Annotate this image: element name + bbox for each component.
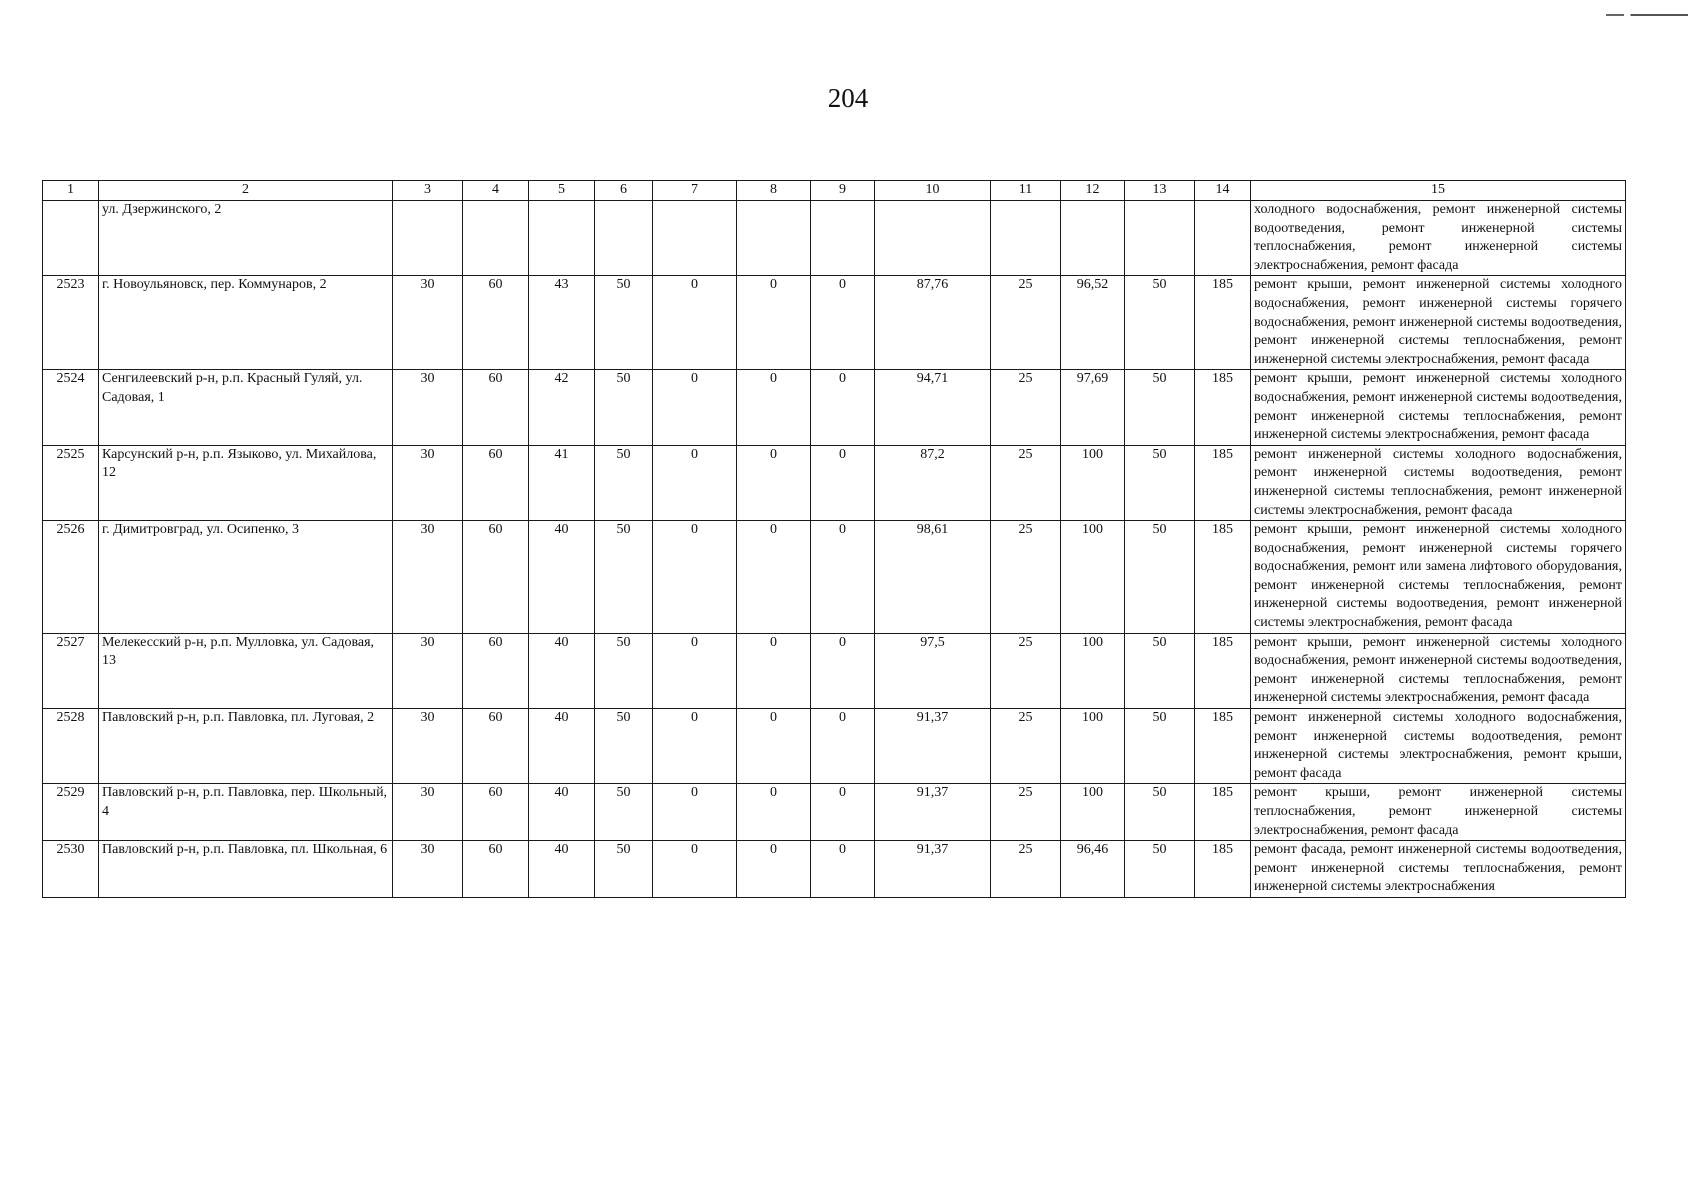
continuation-row bbox=[43, 201, 1626, 276]
header-cell: 15 bbox=[1251, 181, 1626, 201]
value-cell-c9: 0 bbox=[811, 633, 875, 708]
value-cell-c9: 0 bbox=[811, 521, 875, 634]
table-row bbox=[43, 784, 1626, 841]
address-cell: Павловский р-н, р.п. Павловка, пер. Школьный, 4 bbox=[99, 784, 393, 841]
value-cell-c6: 50 bbox=[595, 445, 653, 520]
value-cell-c4: 60 bbox=[463, 709, 529, 784]
value-cell-c10: 87,2 bbox=[875, 445, 991, 520]
table-row bbox=[43, 521, 1626, 634]
header-cell: 6 bbox=[595, 181, 653, 201]
value-cell-c7: 0 bbox=[653, 370, 737, 445]
row-number: 2527 bbox=[43, 633, 99, 708]
row-number: 2529 bbox=[43, 784, 99, 841]
header-cell: 4 bbox=[463, 181, 529, 201]
header-cell: 9 bbox=[811, 181, 875, 201]
table-row bbox=[43, 445, 1626, 520]
value-cell-c13: 50 bbox=[1125, 445, 1195, 520]
header-cell: 1 bbox=[43, 181, 99, 201]
address-cell: г. Новоульяновск, пер. Коммунаров, 2 bbox=[99, 276, 393, 370]
value-cell-c14: 185 bbox=[1195, 445, 1251, 520]
value-cell-c14: 185 bbox=[1195, 784, 1251, 841]
value-cell-c10: 98,61 bbox=[875, 521, 991, 634]
value-cell-c3: 30 bbox=[393, 841, 463, 898]
value-cell-c9: 0 bbox=[811, 841, 875, 898]
works-cell: ремонт крыши, ремонт инженерной системы теплоснабжения, ремонт инженерной системы электроснабжения, ремонт фасада bbox=[1251, 784, 1626, 841]
value-cell-c14: 185 bbox=[1195, 521, 1251, 634]
value-cell-c3: 30 bbox=[393, 633, 463, 708]
value-cell-c13: 50 bbox=[1125, 709, 1195, 784]
value-cell-c3: 30 bbox=[393, 521, 463, 634]
address-cell: Мелекесский р-н, р.п. Мулловка, ул. Садовая, 13 bbox=[99, 633, 393, 708]
value-cell-c3: 30 bbox=[393, 709, 463, 784]
header-cell: 5 bbox=[529, 181, 595, 201]
value-cell-c6: 50 bbox=[595, 709, 653, 784]
address-cell: Карсунский р-н, р.п. Языково, ул. Михайлова, 12 bbox=[99, 445, 393, 520]
value-cell-c4: 60 bbox=[463, 784, 529, 841]
works-cell: ремонт инженерной системы холодного водоснабжения, ремонт инженерной системы водоотведения, ремонт инженерной системы электроснабжения, ремонт крыши, ремонт фасада bbox=[1251, 709, 1626, 784]
page-number: 204 bbox=[827, 83, 869, 113]
table-row bbox=[43, 709, 1626, 784]
header-row bbox=[43, 181, 1626, 201]
value-cell-c9: 0 bbox=[811, 445, 875, 520]
address-cell: Павловский р-н, р.п. Павловка, пл. Луговая, 2 bbox=[99, 709, 393, 784]
table-row bbox=[43, 841, 1626, 898]
works-cell: холодного водоснабжения, ремонт инженерной системы водоотведения, ремонт инженерной системы теплоснабжения, ремонт инженерной системы электроснабжения, ремонт фасада bbox=[1251, 201, 1626, 276]
value-cell-c11: 25 bbox=[991, 633, 1061, 708]
value-cell-c13: 50 bbox=[1125, 370, 1195, 445]
value-cell-c4: 60 bbox=[463, 276, 529, 370]
value-cell-c14: 185 bbox=[1195, 370, 1251, 445]
header-cell: 14 bbox=[1195, 181, 1251, 201]
value-cell-c6: 50 bbox=[595, 633, 653, 708]
value-cell-c11: 25 bbox=[991, 841, 1061, 898]
value-cell-c13: 50 bbox=[1125, 633, 1195, 708]
value-cell-c4: 60 bbox=[463, 445, 529, 520]
value-cell-c3: 30 bbox=[393, 445, 463, 520]
value-cell-c14: 185 bbox=[1195, 709, 1251, 784]
table-row bbox=[43, 633, 1626, 708]
value-cell-c12: 100 bbox=[1061, 633, 1125, 708]
value-cell-c9: 0 bbox=[811, 784, 875, 841]
table-row bbox=[43, 276, 1626, 370]
value-cell-c12: 100 bbox=[1061, 521, 1125, 634]
value-cell-c8: 0 bbox=[737, 841, 811, 898]
header-cell: 8 bbox=[737, 181, 811, 201]
address-cell: Сенгилеевский р-н, р.п. Красный Гуляй, ул. Садовая, 1 bbox=[99, 370, 393, 445]
value-cell-c4: 60 bbox=[463, 841, 529, 898]
address-cell: Павловский р-н, р.п. Павловка, пл. Школьная, 6 bbox=[99, 841, 393, 898]
value-cell-c9: 0 bbox=[811, 276, 875, 370]
value-cell-c9: 0 bbox=[811, 370, 875, 445]
value-cell-c10: 91,37 bbox=[875, 709, 991, 784]
value-cell-c5: 40 bbox=[529, 784, 595, 841]
value-cell-c5: 40 bbox=[529, 841, 595, 898]
header-cell: 2 bbox=[99, 181, 393, 201]
value-cell-c7: 0 bbox=[653, 784, 737, 841]
value-cell-c6: 50 bbox=[595, 784, 653, 841]
value-cell-c6: 50 bbox=[595, 521, 653, 634]
value-cell-c7: 0 bbox=[653, 276, 737, 370]
value-cell-c9: 0 bbox=[811, 709, 875, 784]
value-cell-c7: 0 bbox=[653, 521, 737, 634]
value-cell-c14: 185 bbox=[1195, 841, 1251, 898]
value-cell-c12: 97,69 bbox=[1061, 370, 1125, 445]
row-number bbox=[43, 201, 99, 276]
row-number: 2528 bbox=[43, 709, 99, 784]
works-cell: ремонт фасада, ремонт инженерной системы водоотведения, ремонт инженерной системы теплоснабжения, ремонт инженерной системы электроснабжения bbox=[1251, 841, 1626, 898]
row-number: 2524 bbox=[43, 370, 99, 445]
value-cell-c8: 0 bbox=[737, 784, 811, 841]
works-cell: ремонт крыши, ремонт инженерной системы холодного водоснабжения, ремонт инженерной системы горячего водоснабжения, ремонт или замена лифтового оборудования, ремонт инженерной системы теплоснабжения, ремонт инженерной системы водоотведения, ремонт инженерной системы электроснабжения, ремонт фасада bbox=[1251, 521, 1626, 634]
value-cell-c13: 50 bbox=[1125, 276, 1195, 370]
value-cell-c12: 100 bbox=[1061, 709, 1125, 784]
works-cell: ремонт крыши, ремонт инженерной системы холодного водоснабжения, ремонт инженерной системы водоотведения, ремонт инженерной системы теплоснабжения, ремонт инженерной системы электроснабжения, ремонт фасада bbox=[1251, 633, 1626, 708]
value-cell-c4: 60 bbox=[463, 633, 529, 708]
header-cell: 7 bbox=[653, 181, 737, 201]
value-cell-c14: 185 bbox=[1195, 276, 1251, 370]
value-cell-c5: 42 bbox=[529, 370, 595, 445]
value-cell-c7: 0 bbox=[653, 709, 737, 784]
value-cell-c5: 40 bbox=[529, 521, 595, 634]
value-cell-c6: 50 bbox=[595, 841, 653, 898]
value-cell-c8: 0 bbox=[737, 709, 811, 784]
header-cell: 12 bbox=[1061, 181, 1125, 201]
header-cell: 11 bbox=[991, 181, 1061, 201]
row-number: 2526 bbox=[43, 521, 99, 634]
value-cell-c10: 87,76 bbox=[875, 276, 991, 370]
value-cell-c5: 40 bbox=[529, 709, 595, 784]
header-cell: 10 bbox=[875, 181, 991, 201]
value-cell-c13: 50 bbox=[1125, 841, 1195, 898]
table-body bbox=[43, 181, 1626, 898]
works-cell: ремонт инженерной системы холодного водоснабжения, ремонт инженерной системы водоотведения, ремонт инженерной системы теплоснабжения, ремонт инженерной системы электроснабжения, ремонт фасада bbox=[1251, 445, 1626, 520]
table-row bbox=[43, 370, 1626, 445]
value-cell-c11: 25 bbox=[991, 521, 1061, 634]
value-cell-c5: 43 bbox=[529, 276, 595, 370]
value-cell-c6: 50 bbox=[595, 370, 653, 445]
value-cell-c11: 25 bbox=[991, 276, 1061, 370]
value-cell-c5: 41 bbox=[529, 445, 595, 520]
repair-table bbox=[42, 180, 1626, 898]
value-cell-c11: 25 bbox=[991, 709, 1061, 784]
scan-mark bbox=[1606, 14, 1688, 16]
value-cell-c8: 0 bbox=[737, 276, 811, 370]
value-cell-c4: 60 bbox=[463, 370, 529, 445]
row-number: 2523 bbox=[43, 276, 99, 370]
value-cell-c7: 0 bbox=[653, 445, 737, 520]
value-cell-c7: 0 bbox=[653, 633, 737, 708]
value-cell-c8: 0 bbox=[737, 521, 811, 634]
value-cell-c10: 97,5 bbox=[875, 633, 991, 708]
value-cell-c8: 0 bbox=[737, 633, 811, 708]
value-cell-c10: 91,37 bbox=[875, 784, 991, 841]
address-cell: г. Димитровград, ул. Осипенко, 3 bbox=[99, 521, 393, 634]
value-cell-c14: 185 bbox=[1195, 633, 1251, 708]
value-cell-c11: 25 bbox=[991, 445, 1061, 520]
works-cell: ремонт крыши, ремонт инженерной системы холодного водоснабжения, ремонт инженерной системы горячего водоснабжения, ремонт инженерной системы водоотведения, ремонт инженерной системы теплоснабжения, ремонт инженерной системы электроснабжения, ремонт фасада bbox=[1251, 276, 1626, 370]
value-cell-c12: 100 bbox=[1061, 784, 1125, 841]
value-cell-c3: 30 bbox=[393, 276, 463, 370]
value-cell-c4: 60 bbox=[463, 521, 529, 634]
row-number: 2525 bbox=[43, 445, 99, 520]
value-cell-c10: 94,71 bbox=[875, 370, 991, 445]
address-cell: ул. Дзержинского, 2 bbox=[99, 201, 393, 276]
value-cell-c11: 25 bbox=[991, 370, 1061, 445]
row-number: 2530 bbox=[43, 841, 99, 898]
value-cell-c7: 0 bbox=[653, 841, 737, 898]
value-cell-c8: 0 bbox=[737, 445, 811, 520]
value-cell-c12: 100 bbox=[1061, 445, 1125, 520]
value-cell-c12: 96,52 bbox=[1061, 276, 1125, 370]
works-cell: ремонт крыши, ремонт инженерной системы холодного водоснабжения, ремонт инженерной системы водоотведения, ремонт инженерной системы теплоснабжения, ремонт инженерной системы электроснабжения, ремонт фасада bbox=[1251, 370, 1626, 445]
value-cell-c12: 96,46 bbox=[1061, 841, 1125, 898]
value-cell-c13: 50 bbox=[1125, 784, 1195, 841]
value-cell-c13: 50 bbox=[1125, 521, 1195, 634]
value-cell-c8: 0 bbox=[737, 370, 811, 445]
value-cell-c6: 50 bbox=[595, 276, 653, 370]
value-cell-c3: 30 bbox=[393, 370, 463, 445]
value-cell-c11: 25 bbox=[991, 784, 1061, 841]
value-cell-c3: 30 bbox=[393, 784, 463, 841]
value-cell-c5: 40 bbox=[529, 633, 595, 708]
header-cell: 3 bbox=[393, 181, 463, 201]
value-cell-c10: 91,37 bbox=[875, 841, 991, 898]
header-cell: 13 bbox=[1125, 181, 1195, 201]
